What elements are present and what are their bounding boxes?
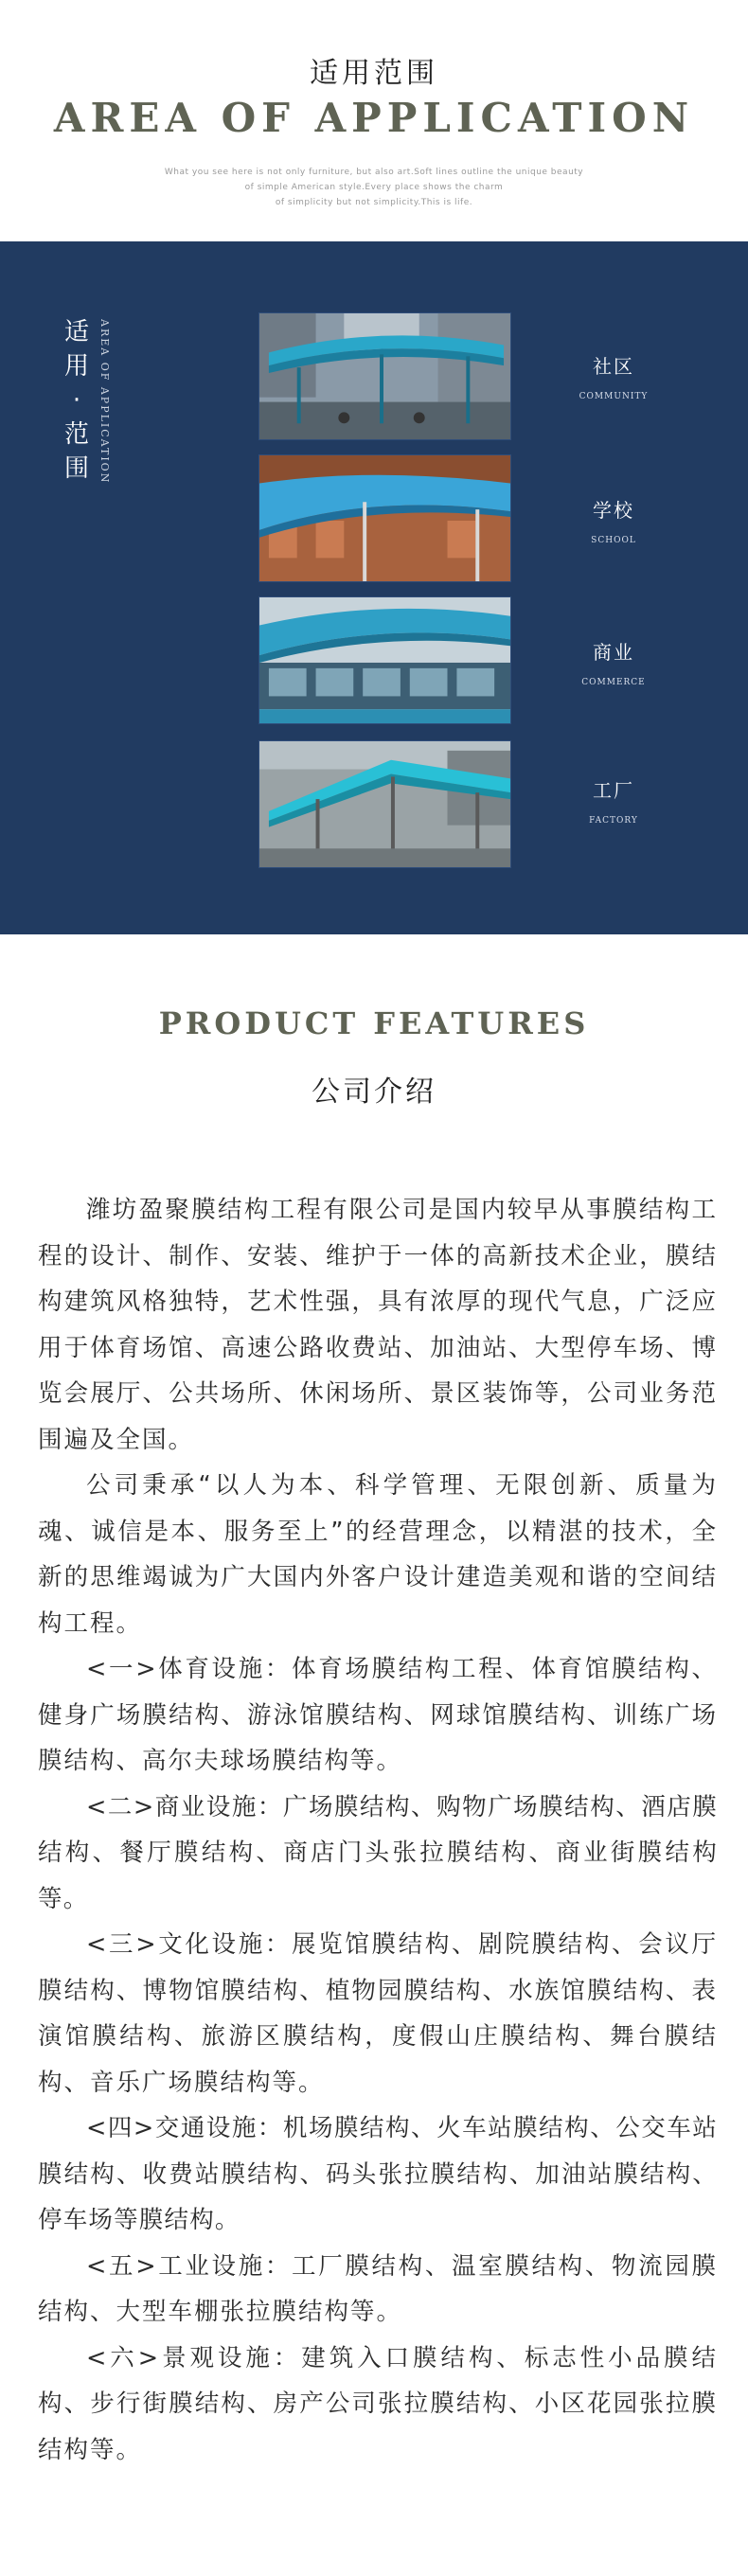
category-label-en: FACTORY [589,816,638,826]
vertical-title-char: 围 [63,454,89,483]
facility-paragraph-transport: <四>交通设施：机场膜结构、火车站膜结构、公交车站膜结构、收费站膜结构、码头张拉膜结构、加油站膜结构、停车场等膜结构。 [38,2114,718,2234]
facility-paragraph-sports: <一>体育设施：体育场膜结构工程、体育馆膜结构、健身广场膜结构、游泳馆膜结构、网球馆膜结构、训练广场膜结构、高尔夫球场膜结构等。 [38,1655,718,1775]
category-label-en: COMMUNITY [579,392,649,401]
category-commerce [540,637,687,687]
commerce-canopy-photo [258,596,511,724]
category-community [540,351,687,401]
tagline-line-2: of simple American style.Every place shows the charm [244,183,504,192]
company-intro [38,1187,718,2473]
factory-canopy-photo [258,740,511,868]
facility-paragraph-commerce: <二>商业设施：广场膜结构、购物广场膜结构、酒店膜结构、餐厅膜结构、商店门头张拉膜结构、商业街膜结构等。 [38,1792,718,1913]
facility-paragraph-culture: <三>文化设施：展览馆膜结构、剧院膜结构、会议厅膜结构、博物馆膜结构、植物园膜结构、水族馆膜结构、表演馆膜结构、旅游区膜结构，度假山庄膜结构、舞台膜结构、音乐广场膜结构等。 [38,1930,718,2097]
area-title-zh: 适用范围 [310,57,438,90]
vertical-title-en: AREA OF APPLICATION [98,319,111,485]
vertical-title-char: 用 [63,352,89,381]
tagline-line-3: of simplicity but not simplicity.This is life. [275,198,473,207]
area-header [0,0,748,241]
tagline-line-1: What you see here is not only furniture, but also art.Soft lines outline the unique beauty [164,168,584,177]
category-school [540,495,687,545]
application-band [0,241,748,934]
category-label-zh: 学校 [593,499,634,522]
facility-paragraph-industry: <五>工业设施：工厂膜结构、温室膜结构、物流园膜结构、大型车棚张拉膜结构等。 [38,2251,718,2326]
vertical-title-char: · [72,386,81,415]
vertical-title-char: 范 [63,420,89,449]
area-title-en: AREA OF APPLICATION [53,95,695,141]
category-label-zh: 商业 [593,641,634,664]
category-label-en: COMMERCE [581,678,646,687]
community-canopy-photo [258,312,511,440]
category-label-zh: 社区 [593,355,634,378]
vertical-title-zh [61,315,93,486]
features-title-en: PRODUCT FEATURES [158,1005,590,1041]
facility-paragraph-landscape: <六>景观设施：建筑入口膜结构、标志性小品膜结构、步行街膜结构、房产公司张拉膜结构、小区花园张拉膜结构等。 [38,2343,718,2464]
category-factory [540,775,687,826]
category-label-zh: 工厂 [593,779,634,802]
category-label-en: SCHOOL [591,536,636,545]
features-title-zh: 公司介绍 [312,1075,436,1109]
school-canopy-photo [258,454,511,582]
intro-paragraph: 潍坊盈聚膜结构工程有限公司是国内较早从事膜结构工程的设计、制作、安装、维护于一体的高新技术企业，膜结构建筑风格独特，艺术性强，具有浓厚的现代气息，广泛应用于体育场馆、高速公路收费站、加油站、大型停车场、博览会展厅、公共场所、休闲场所、景区装饰等，公司业务范围遍及全国。 [38,1196,718,1454]
intro-paragraph: 公司秉承“以人为本、科学管理、无限创新、质量为魂、诚信是本、服务至上”的经营理念，以精湛的技术，全新的思维竭诚为广大国内外客户设计建造美观和谐的空间结构工程。 [38,1471,718,1638]
vertical-title-char: 适 [63,318,89,346]
